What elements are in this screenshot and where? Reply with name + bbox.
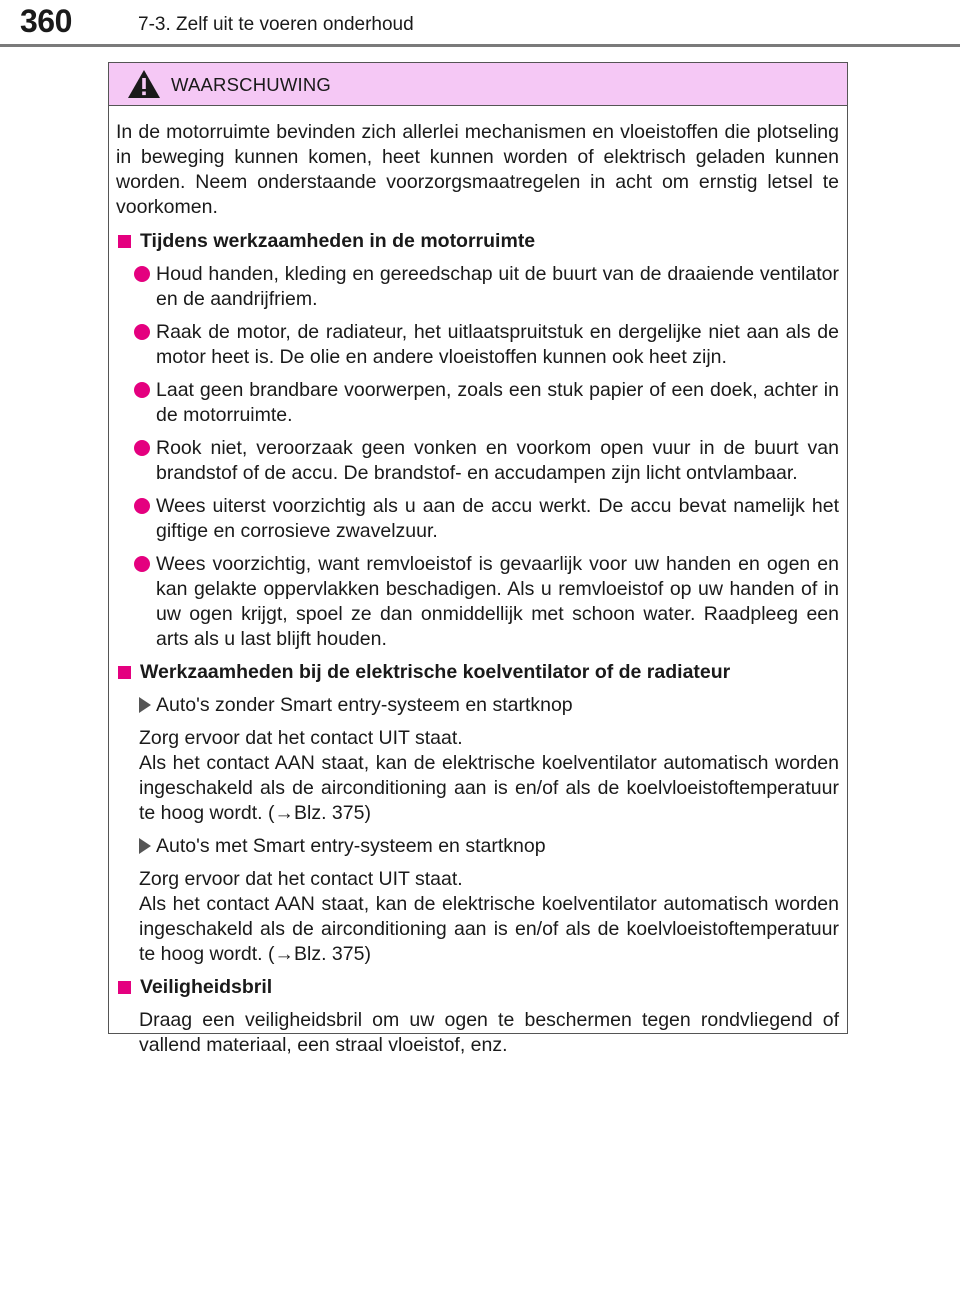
warning-body bbox=[109, 106, 847, 1058]
header-divider bbox=[0, 44, 960, 47]
paragraph-line: Zorg ervoor dat het contact UIT staat. bbox=[139, 727, 463, 749]
bullet-item bbox=[116, 552, 839, 652]
section-heading bbox=[116, 975, 839, 1000]
square-bullet-icon bbox=[118, 235, 131, 248]
bullet-item bbox=[116, 494, 839, 544]
section-heading-text: Veiligheidsbril bbox=[140, 976, 273, 998]
bullet-text: Wees voorzichtig, want remvloeistof is gevaarlijk voor uw handen en ogen en kan gelakte oppervlakken beschadigen. Als u remvloeistof op uw handen of in uw ogen krijgt, spoel ze dan onmiddellijk met schoon water. Raadpleeg een arts als u last blijft houden. bbox=[156, 553, 839, 650]
section-heading-text: Tijdens werkzaamheden in de motorruimte bbox=[140, 230, 536, 252]
bullet-text: Raak de motor, de radiateur, het uitlaatspruitstuk en dergelijke niet aan als de motor heet is. De olie en andere vloeistoffen kunnen ook heet zijn. bbox=[156, 321, 839, 368]
section-heading bbox=[116, 229, 839, 254]
bullet-text: Houd handen, kleding en gereedschap uit de buurt van de draaiende ventilator en de aandrijfriem. bbox=[156, 263, 839, 310]
warning-header bbox=[109, 63, 847, 106]
sub-paragraph bbox=[116, 726, 839, 826]
warning-box bbox=[108, 62, 848, 1056]
warning-title: WAARSCHUWING bbox=[171, 74, 331, 95]
bullet-text: Rook niet, veroorzaak geen vonken en voorkom open vuur in de buurt van brandstof of de accu. De brandstof- en accudampen zijn licht ontvlambaar. bbox=[156, 437, 839, 484]
sub-heading bbox=[116, 834, 839, 859]
bullet-item bbox=[116, 262, 839, 312]
sub-heading-text: Auto's zonder Smart entry-systeem en startknop bbox=[156, 694, 573, 716]
bullet-item bbox=[116, 378, 839, 428]
section-heading bbox=[116, 660, 839, 685]
sub-heading-text: Auto's met Smart entry-systeem en startknop bbox=[156, 835, 546, 857]
page-number: 360 bbox=[20, 3, 72, 39]
circle-bullet-icon bbox=[134, 440, 150, 456]
circle-bullet-icon bbox=[134, 266, 150, 282]
bullet-text: Wees uiterst voorzichtig als u aan de accu werkt. De accu bevat namelijk het giftige en corrosieve zwavelzuur. bbox=[156, 495, 839, 542]
paragraph-line: Zorg ervoor dat het contact UIT staat. bbox=[139, 868, 463, 890]
warning-intro: In de motorruimte bevinden zich allerlei mechanismen en vloeistoffen die plotseling in beweging kunnen komen, heet kunnen worden of elektrisch geladen kunnen worden. Neem onderstaande voorzorgsmaatregelen in acht om ernstig letsel te voorkomen. bbox=[116, 121, 839, 218]
circle-bullet-icon bbox=[134, 382, 150, 398]
sub-paragraph bbox=[116, 867, 839, 967]
page-header bbox=[0, 0, 960, 46]
section-heading-text: Werkzaamheden bij de elektrische koelventilator of de radiateur bbox=[140, 661, 731, 683]
sub-paragraph bbox=[116, 1008, 839, 1058]
circle-bullet-icon bbox=[134, 556, 150, 572]
square-bullet-icon bbox=[118, 981, 131, 994]
circle-bullet-icon bbox=[134, 324, 150, 340]
paragraph-line: Draag een veiligheidsbril om uw ogen te beschermen tegen rondvliegend of vallend materiaal, een straal vloeistof, enz. bbox=[139, 1009, 839, 1056]
sub-heading bbox=[116, 693, 839, 718]
bullet-text: Laat geen brandbare voorwerpen, zoals een stuk papier of een doek, achter in de motorruimte. bbox=[156, 379, 839, 426]
bullet-item bbox=[116, 320, 839, 370]
paragraph-line: Als het contact AAN staat, kan de elektrische koelventilator automatisch worden ingeschakeld als de airconditioning aan is en/of als de koelvloeistoftemperatuur te hoog wordt. (→Blz. 375) bbox=[139, 893, 839, 965]
warning-triangle-icon bbox=[127, 69, 161, 99]
triangle-arrow-icon bbox=[139, 697, 151, 713]
bullet-item bbox=[116, 436, 839, 486]
paragraph-line: Als het contact AAN staat, kan de elektrische koelventilator automatisch worden ingeschakeld als de airconditioning aan is en/of als de koelvloeistoftemperatuur te hoog wordt. (→Blz. 375) bbox=[139, 752, 839, 824]
section-title: 7-3. Zelf uit te voeren onderhoud bbox=[138, 14, 414, 35]
circle-bullet-icon bbox=[134, 498, 150, 514]
square-bullet-icon bbox=[118, 666, 131, 679]
triangle-arrow-icon bbox=[139, 838, 151, 854]
